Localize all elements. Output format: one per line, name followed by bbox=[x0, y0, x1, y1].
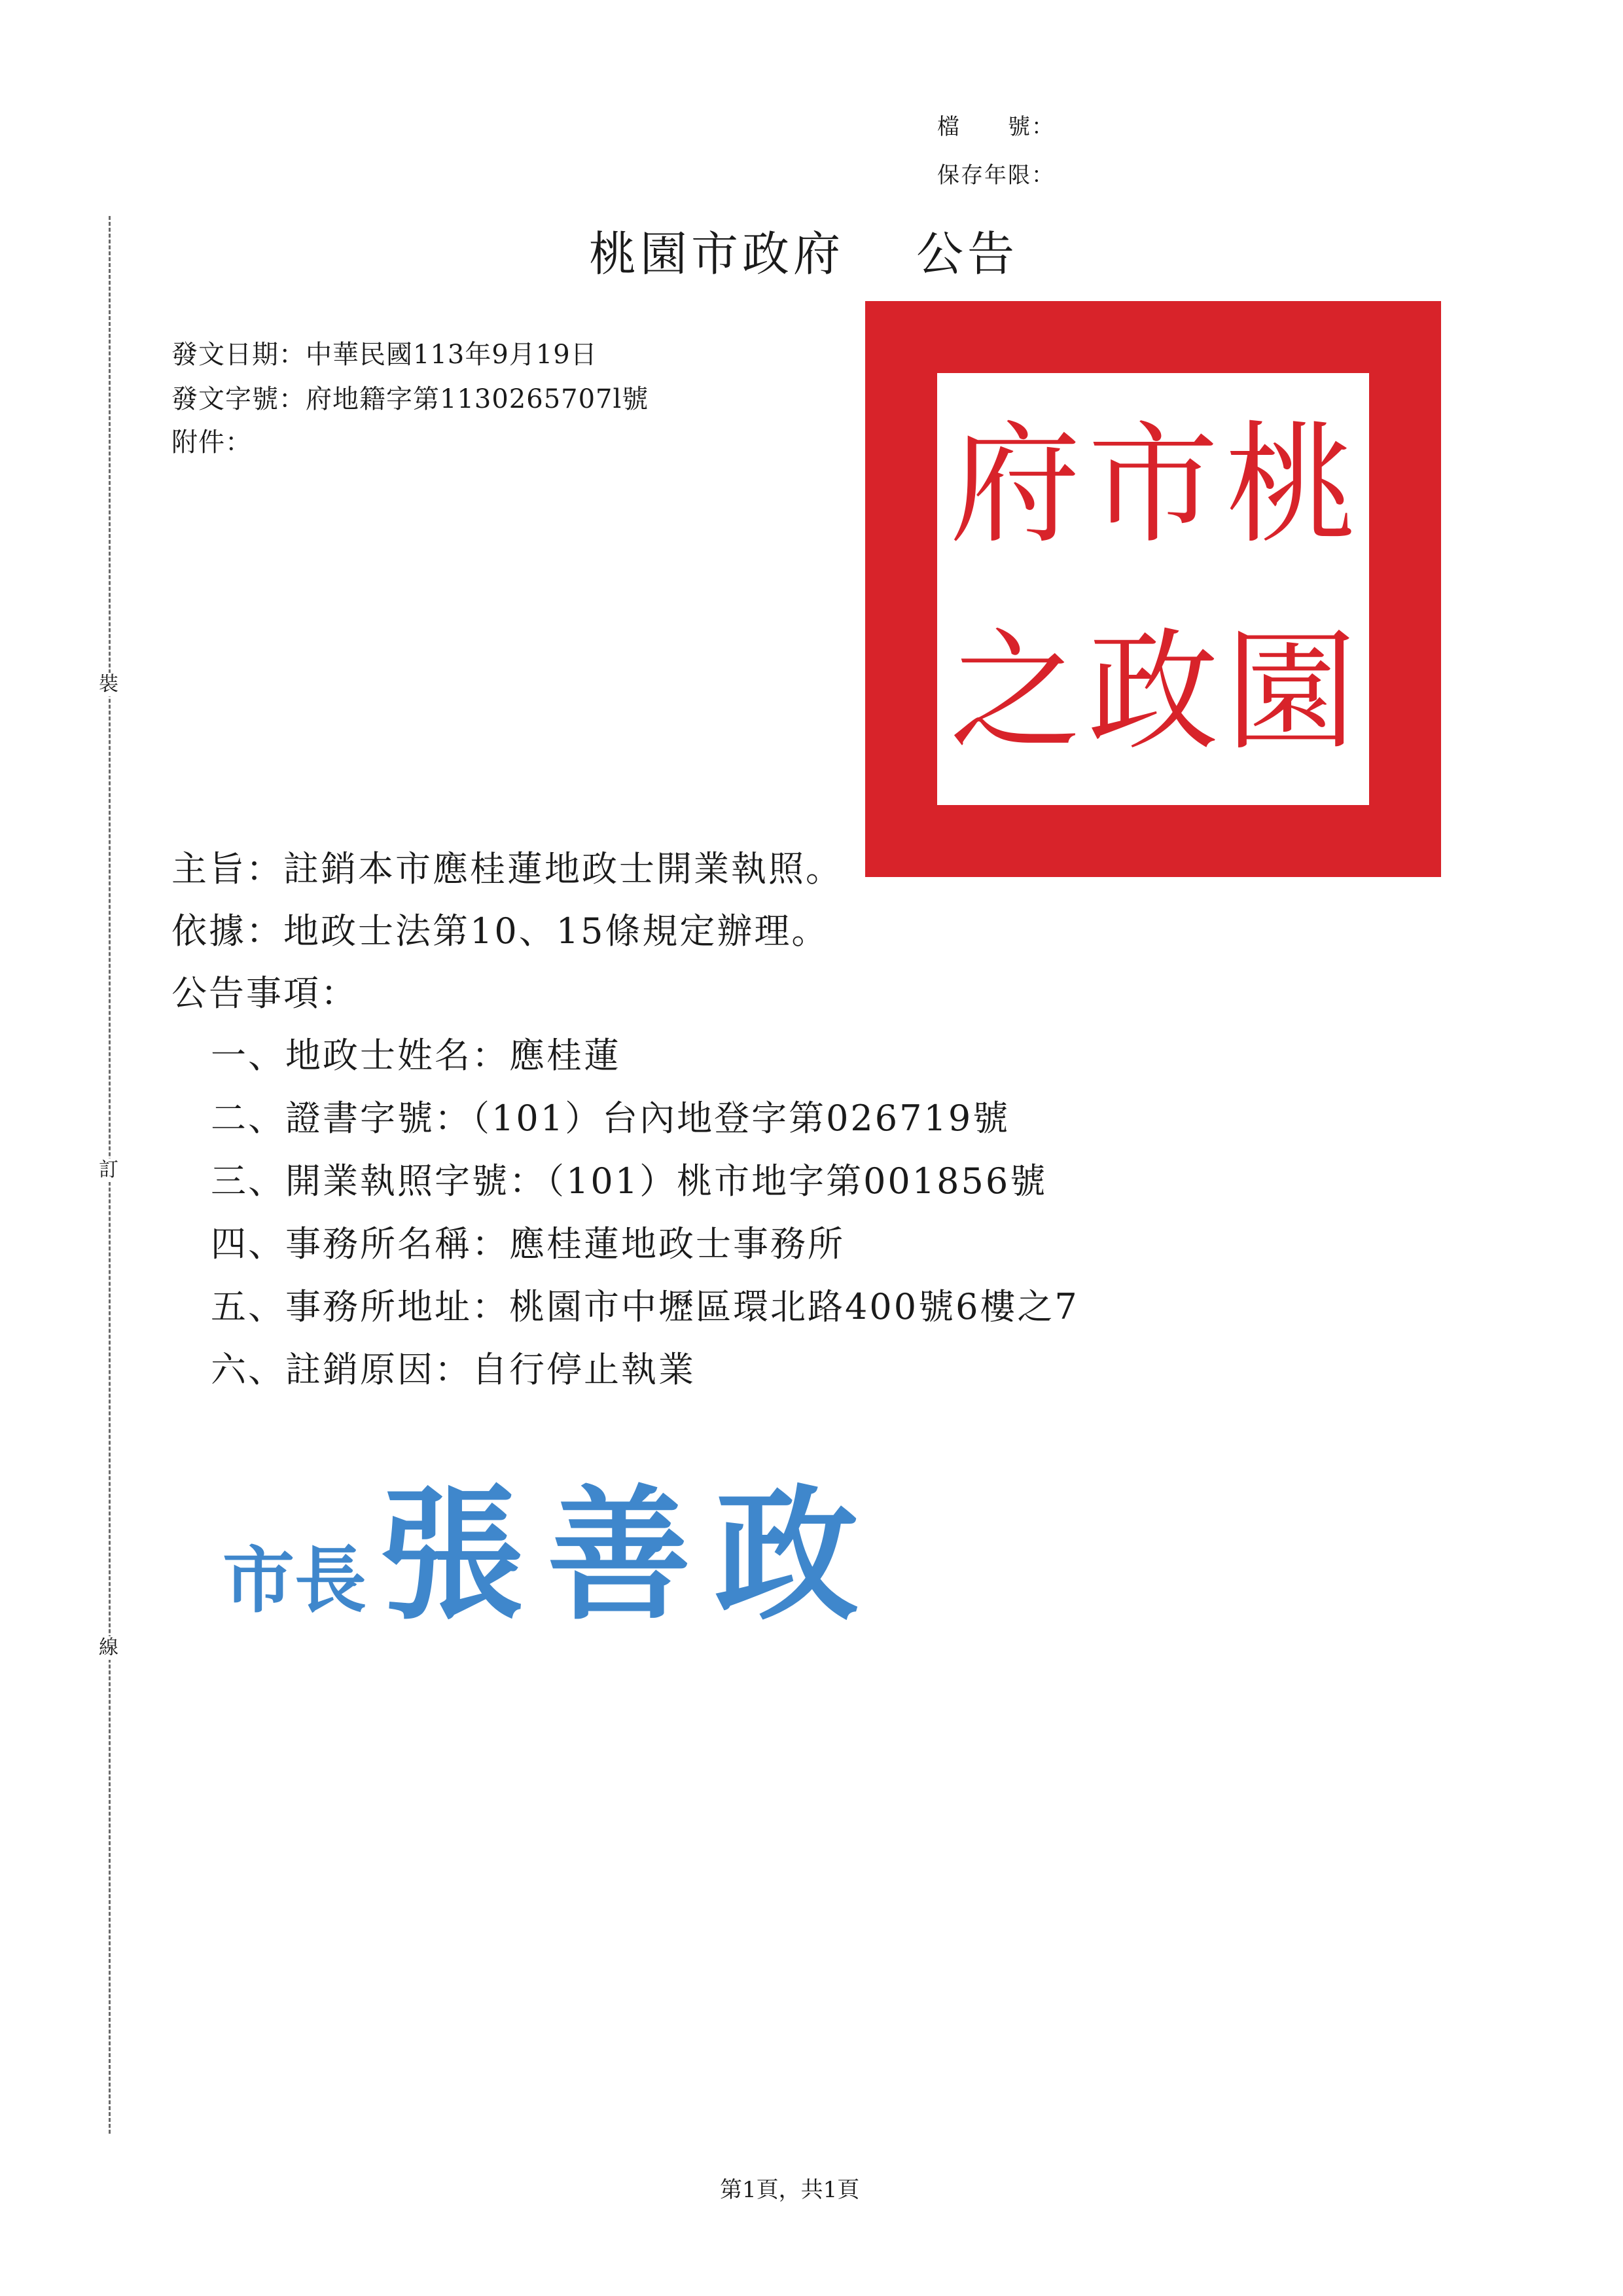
issue-date: 發文日期：中華民國113年9月19日 bbox=[171, 340, 597, 370]
seal-char: 之 bbox=[950, 616, 1081, 768]
mayor-signature-stamp bbox=[223, 1440, 882, 1647]
document-title bbox=[589, 216, 1018, 284]
announcement-item: 一、地政士姓名：應桂蓮 bbox=[211, 1035, 621, 1076]
attachment-label: 附件： bbox=[171, 427, 252, 457]
seal-char: 桃 bbox=[1225, 409, 1357, 562]
seal-char: 府 bbox=[950, 409, 1081, 562]
announcement-item: 四、事務所名稱：應桂蓮地政士事務所 bbox=[211, 1223, 845, 1265]
announcement-item: 二、證書字號：（101）台內地登字第026719號 bbox=[211, 1098, 1010, 1139]
file-number-label: 檔 號： bbox=[937, 114, 1055, 140]
seal-char: 園 bbox=[1225, 616, 1357, 768]
official-seal bbox=[865, 301, 1441, 877]
reference-number: 發文字號：府地籍字第1130265707l號 bbox=[171, 384, 649, 414]
retention-period-label: 保存年限： bbox=[937, 162, 1055, 188]
page-indicator: 第1頁，共1頁 bbox=[720, 2177, 860, 2203]
items-heading: 公告事項： bbox=[171, 973, 358, 1014]
seal-char: 市 bbox=[1087, 409, 1219, 562]
binding-char-ding: 訂 bbox=[97, 1158, 120, 1182]
mayor-title: 市長 bbox=[223, 1539, 366, 1623]
agency-name: 桃園市政府 bbox=[589, 226, 845, 281]
binding-char-xian: 線 bbox=[97, 1636, 120, 1660]
mayor-name: 張善政 bbox=[380, 1472, 883, 1640]
announcement-item: 三、開業執照字號：（101）桃市地字第001856號 bbox=[211, 1160, 1048, 1202]
seal-inner-field bbox=[937, 373, 1369, 805]
binding-char-zhuang: 裝 bbox=[97, 673, 120, 696]
announcement-item: 五、事務所地址：桃園市中壢區環北路400號6樓之7 bbox=[211, 1286, 1079, 1327]
subject-line: 主旨：註銷本市應桂蓮地政士開業執照。 bbox=[171, 848, 843, 889]
announcement-item: 六、註銷原因：自行停止執業 bbox=[211, 1349, 696, 1390]
document-type: 公告 bbox=[916, 226, 1019, 281]
basis-line: 依據：地政士法第10、15條規定辦理。 bbox=[171, 910, 829, 952]
seal-char: 政 bbox=[1087, 616, 1219, 768]
